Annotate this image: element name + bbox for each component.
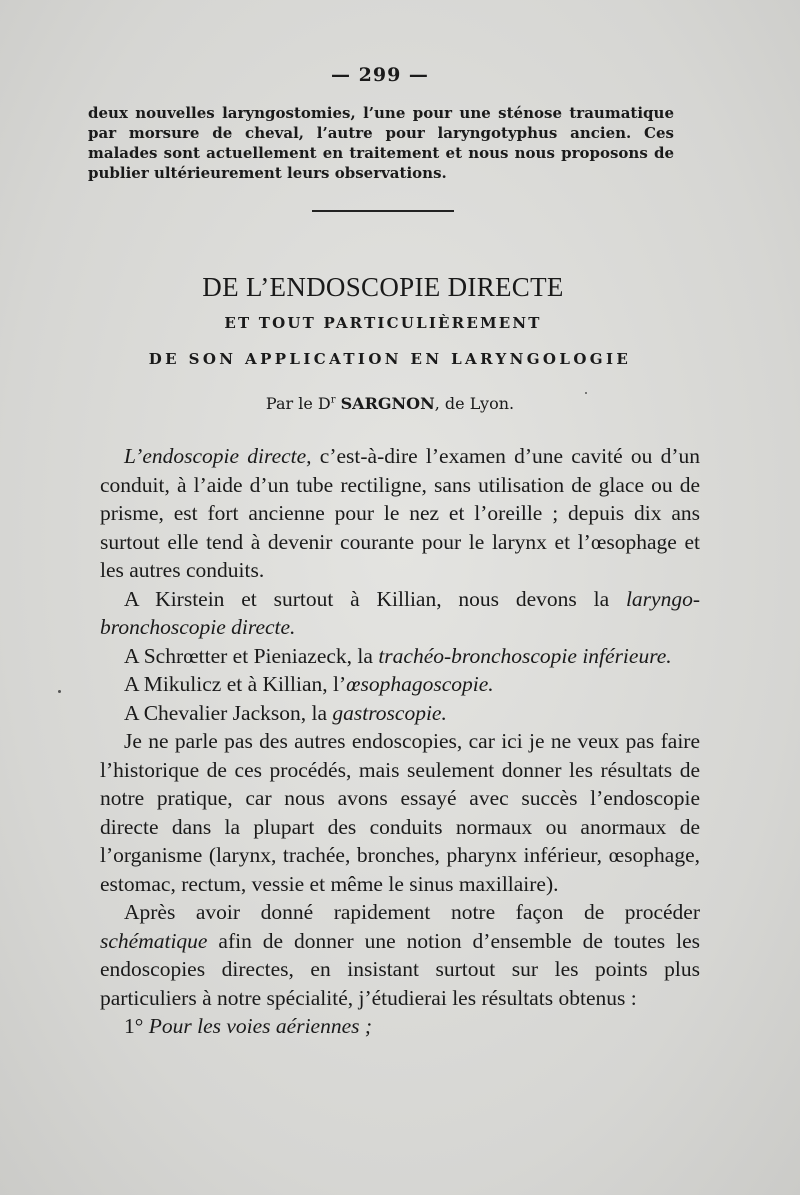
article-subtitle-1: ET TOUT PARTICULIÈREMENT <box>224 314 542 332</box>
p4-emphasis: œsophagoscopie. <box>346 672 494 696</box>
paragraph-1 <box>100 442 700 585</box>
p2-text: A Kirstein et surtout à Killian, nous devons la <box>124 586 626 611</box>
p8-number: 1° <box>124 1014 149 1038</box>
p3-emphasis: trachéo-bronchoscopie inférieure. <box>378 643 672 668</box>
paper-speck <box>585 392 587 394</box>
p7-text-b: afin de donner une notion d’ensemble de toutes les endoscopies directes, en insistant surtout sur les points plus particuliers à notre spécialité, j’étudierai les résultats obtenus : <box>100 928 700 1010</box>
p2-emphasis: laryngo-bronchoscopie directe. <box>100 586 700 639</box>
paragraph-6: Je ne parle pas des autres endoscopies, car ici je ne veux pas faire l’historique de ces procédés, mais seulement donner les résultats de notre pratique, car nous avons essayé avec succès l’endoscopie directe dans la plupart des conduits normaux ou anormaux de l’organisme (larynx, trachée, bronches, pharynx inférieur, œsophage, estomac, rectum, vessie et même le sinus maxillaire). <box>100 729 700 896</box>
p7-text-a: Après avoir donné rapidement notre façon de procéder <box>124 900 700 924</box>
paper-speck <box>58 690 61 693</box>
paragraph-7 <box>100 898 700 1012</box>
page-number: — 299 — <box>331 64 429 86</box>
p1-emphasis: L’endoscopie directe, <box>124 444 312 468</box>
p1-text: c’est-à-dire l’examen d’une cavité ou d’un conduit, à l’aide d’un tube rectiligne, sans utilisation de glace ou de prisme, est fort ancienne pour le nez et l’oreille ; depuis dix ans surtout elle tend à devenir courante pour le larynx et l’œsophage et les autres conduits. <box>100 444 700 582</box>
paragraph-5 <box>100 699 700 728</box>
author-name: SARGNON <box>340 394 435 413</box>
previous-article-ending: deux nouvelles laryngostomies, l’une pour une sténose traumatique par morsure de cheval, l’autre pour laryngotyphus ancien. Ces malades sont actuellement en traitement et nous nous proposons de publier ultérieurement leurs observations. <box>88 104 674 182</box>
paragraph-4 <box>100 670 700 699</box>
article-title: DE L’ENDOSCOPIE DIRECTE <box>202 272 564 302</box>
section-divider <box>312 210 454 212</box>
article-body <box>100 442 700 1041</box>
p3-text: A Schrœtter et Pieniazeck, la <box>124 643 379 668</box>
p7-emphasis: schématique <box>100 928 208 953</box>
p5-text: A Chevalier Jackson, la <box>124 700 333 725</box>
byline-prefix: Par le D <box>265 394 331 413</box>
paragraph-3 <box>100 642 700 671</box>
article-subtitle-2: DE SON APPLICATION EN LARYNGOLOGIE <box>148 350 632 368</box>
byline-suffix: , de Lyon. <box>434 394 515 413</box>
paragraph-8 <box>100 1012 700 1041</box>
byline-sup: r <box>330 394 336 406</box>
p4-text: A Mikulicz et à Killian, l’ <box>124 672 347 696</box>
author-byline <box>0 394 780 413</box>
paragraph-2 <box>100 585 700 642</box>
p8-emphasis: Pour les voies aériennes ; <box>148 1014 373 1038</box>
p5-emphasis: gastroscopie. <box>332 700 447 725</box>
